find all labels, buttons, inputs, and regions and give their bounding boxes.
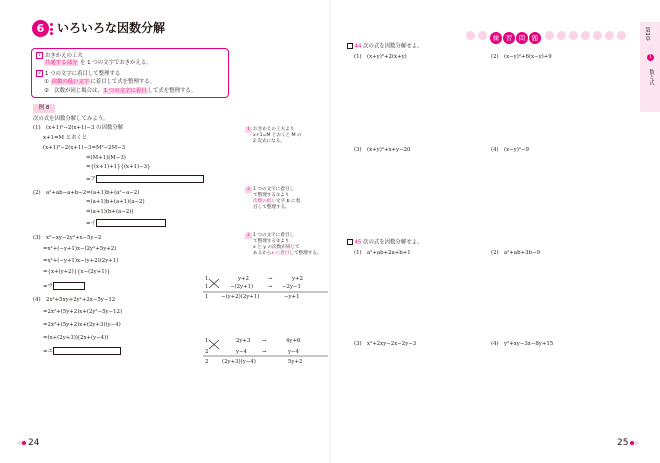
answer-box-e[interactable] <box>53 347 121 355</box>
section-number-badge: 6 <box>32 20 49 37</box>
q45-p4: (4) y²+xy−3x−8y+15 <box>491 341 554 347</box>
note-1: 1 おきかえの工夫より x+1=M とおくと M の 2 次式になる。 <box>245 127 302 145</box>
p4-line4: =(x+(2y+3))(2x+(y−4)) <box>43 335 109 341</box>
q45-p3: (3) x²+2xy−2x−2y−3 <box>354 341 417 347</box>
note-2: 2 1 つの文字に着目し て整理する①より 次数の低い文字 b に着 目して整理する。 <box>245 187 300 211</box>
p3-line4: ={x+(y+2)}{x−(2y+1)} <box>43 269 111 275</box>
p1-answer: =ア <box>86 175 204 184</box>
p1-line3: (x+1)²−2(x+1)−3=M²−2M−3 <box>43 145 126 151</box>
p4-line2: =2x²+(5y+2)x+(2y²−5y−12) <box>43 309 123 315</box>
summary-item-2-title: 2 1 つの文字に着目して整理する <box>36 70 120 78</box>
cross-lines-2 <box>203 337 333 377</box>
answer-box-u[interactable] <box>53 282 85 290</box>
q44-p2: (2) (x−y)²+6(x−y)+9 <box>491 54 552 60</box>
p2-line1: (2) a²+ab−a+b−2=(a+1)b+(a²−a−2) <box>33 190 140 196</box>
p1-line2: x+1=M とおくと <box>43 135 88 141</box>
summary-item-1-body: 共通する部分 を 1 つの文字でおきかえる。 <box>45 60 152 66</box>
chapter-dot-icon: 1 <box>647 54 654 61</box>
summary-item-1-title: 1 おきかえの工夫 <box>36 52 83 60</box>
summary-item-2-sub1: ① 次数の低い文字に着目して式を整理する。 <box>44 79 156 85</box>
page-number-left: 24 <box>18 438 39 448</box>
question-45: 45 次の式を因数分解せよ。 <box>347 239 422 246</box>
q44-checkbox[interactable] <box>347 43 353 49</box>
q44-p1: (1) (x+y)²+2(x+y) <box>354 54 407 60</box>
practice-header: 練 習 問 題 <box>466 25 629 44</box>
chapter-name: 数と式 <box>648 69 654 86</box>
q44-p3: (3) (x+y)²+x+y−20 <box>354 147 411 153</box>
chapter-label: 第1章 <box>644 27 650 42</box>
p1-line4: =(M+1)(M−3) <box>86 155 126 161</box>
example-intro: 次の式を因数分解してみよう。 <box>33 116 109 122</box>
summary-box <box>31 48 229 98</box>
p2-line2: =(a+1)b+(a+1)(a−2) <box>86 199 145 205</box>
chapter-tab[interactable] <box>640 22 660 112</box>
p1-line1: (1) (x+1)²−2(x+1)−3 の因数分解 <box>33 125 124 131</box>
page-number-right: 25 <box>617 438 638 448</box>
p4-line3: =2x²+(5y+2)x+(2y+3)(y−4) <box>43 322 121 328</box>
left-page: 6 いろいろな因数分解 1 おきかえの工夫 共通する部分 を 1 つの文字でおきかえる。 2 1 つの文字に着目して整理する ① 次数の低い文字に着目して式を整理する。 ② 次数が同じ場合は，1 つの文字に着目して式を整理する。 例 8 次の式を因数分解してみよう。 (1) (x+1)²−2(x+1)−3 の因数分解 x+1=M とおくと (x+1)²−2(x+1)−3=M²−2M−3 =(M+1)(M−3) ={(x+1)+1}{(x+1)−3} =ア (2) a²+ab−a+b−2=(a+1)b+(a²−a−2) =(a+1)b+(a+1)(a−2) =(a+1)(b+(a−2)) =イ (3) x²−xy−2y²+x−5y−2 =x²+(−y+1)x−(2y²+5y+2) =x²+(−y+1)x−(y+2)(2y+1) ={x+(y+2)}{x−(2y+1)} =ウ (4) 2x²+5xy+2y²+2x−5y−12 =2x²+(5y+2)x+(2y²−5y−12) =2x²+(5y+2)x+(2y+3)(y−4) =(x+(2y+3))(2x+(y−4)) =エ 1 おきかえの工夫より x+1=M とおくと M の 2 次式になる。 2 1 つの文字に着目し て整理する①より 次数の低い文字 b に着 目して整理する。 2 1 つの文字に着目し て整理する②より x と y の次数が同じで あるからx に着目して整理する。 1 y+2 → y+2 1 −(2y+1) → −2y−1 1 −(y+2)(2y+1) −y+1 1 2y+3 → 4y+6 2 y−4 → y−4 2 (2y+3)(y−4) 5y+2 24 <box>0 0 329 463</box>
section-title: いろいろな因数分解 <box>57 21 166 35</box>
p4-line1: (4) 2x²+5xy+2y²+2x−5y−12 <box>33 297 116 303</box>
answer-box-a[interactable] <box>96 175 204 183</box>
p3-line2: =x²+(−y+1)x−(2y²+5y+2) <box>43 246 117 252</box>
right-page <box>331 0 660 463</box>
q44-p4: (4) (x−y)²−9 <box>491 147 529 153</box>
note-3: 2 1 つの文字に着目し て整理する②より x と y の次数が同じで あるからx に着目して整理する。 <box>245 233 322 257</box>
p3-line1: (3) x²−xy−2y²+x−5y−2 <box>33 235 102 241</box>
p1-line5: ={(x+1)+1}{(x+1)−3} <box>86 164 151 170</box>
answer-box-i[interactable] <box>96 219 166 227</box>
p3-line3: =x²+(−y+1)x−(y+2)(2y+1) <box>43 258 119 264</box>
question-44: 44 次の式を因数分解せよ。 <box>347 43 422 50</box>
p2-answer: =イ <box>86 219 166 228</box>
p3-answer: =ウ <box>43 282 85 291</box>
q45-p2: (2) a²+ab+3b−9 <box>491 250 540 256</box>
q45-p1: (1) a²+ab+2a+b+1 <box>354 250 411 256</box>
section-dots-icon <box>50 23 55 37</box>
q45-checkbox[interactable] <box>347 239 353 245</box>
summary-item-2-sub2: ② 次数が同じ場合は，1 つの文字に着目して式を整理する。 <box>44 88 197 94</box>
p4-answer: =エ <box>43 347 121 356</box>
example-label: 例 8 <box>33 104 55 113</box>
p2-line3: =(a+1)(b+(a−2)) <box>86 209 134 215</box>
